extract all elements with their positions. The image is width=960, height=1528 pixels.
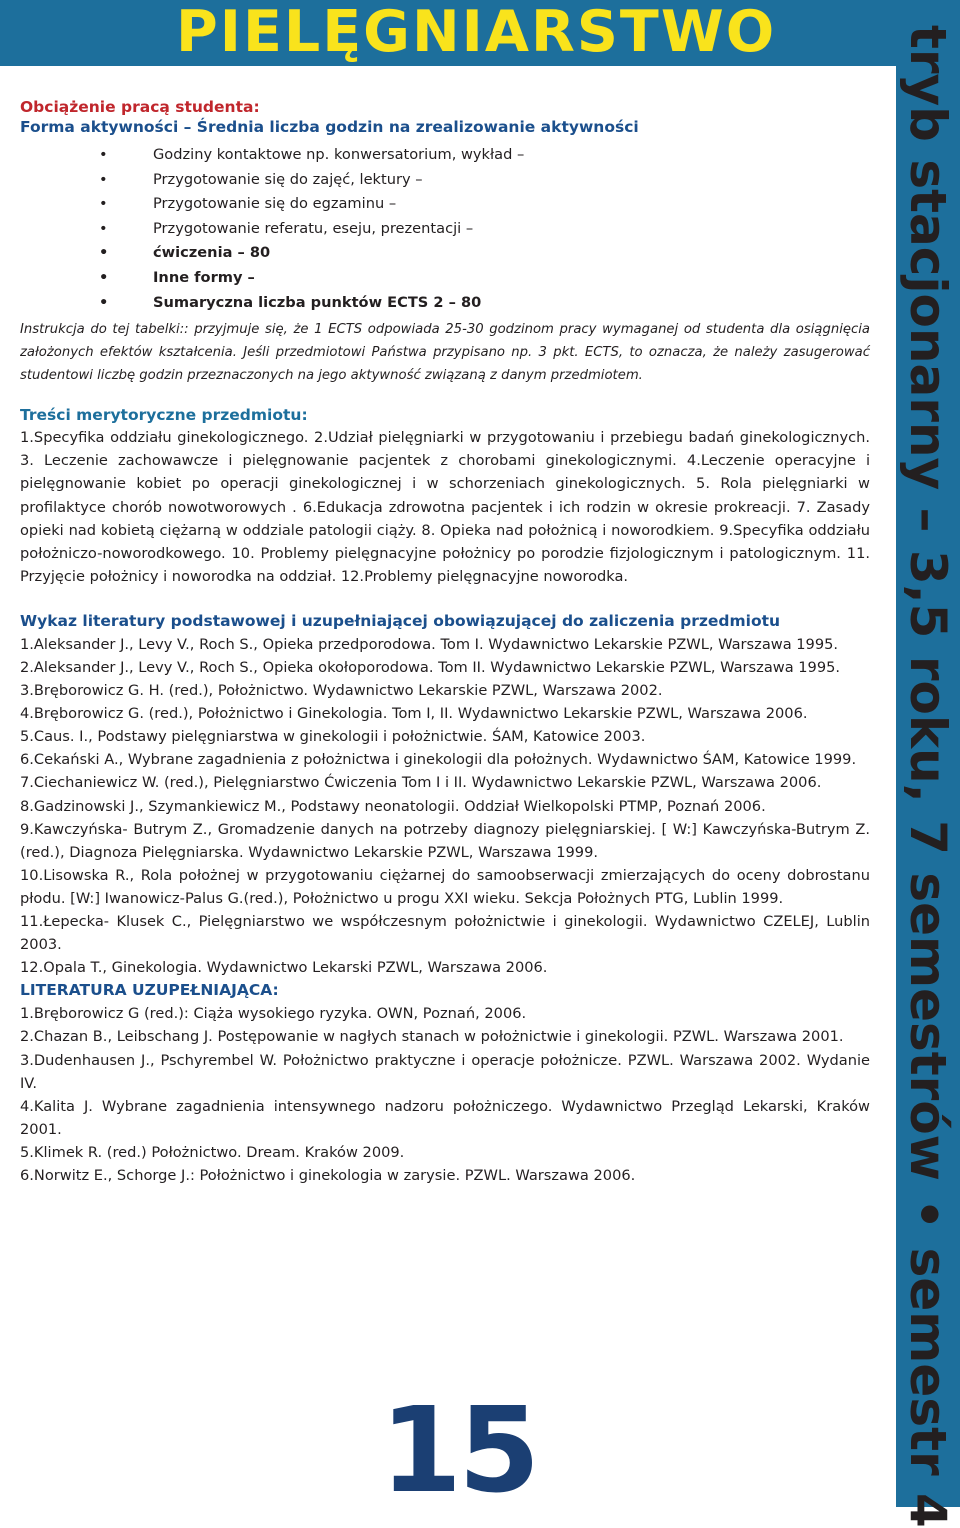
list-item: • ćwiczenia – 80 xyxy=(20,241,870,266)
side-mode-label: tryb stacjonarny – 3,5 roku, 7 semestrów • semestr 4 xyxy=(899,25,957,1528)
list-item: 1.Aleksander J., Levy V., Roch S., Opieka przedporodowa. Tom I. Wydawnictwo Lekarskie PZWL, Warszawa 1995. xyxy=(20,635,839,653)
basic-literature-list xyxy=(20,633,870,979)
list-item: 8.Gadzinowski J., Szymankiewicz M., Podstawy neonatologii. Oddział Wielkopolski PTMP, Poznań 2006. xyxy=(20,797,766,815)
list-item: 10.Lisowska R., Rola położnej w przygotowaniu ciężarnej do samoobserwacji zmierzających do oceny dobrostanu płodu. [W:] Iwanowicz-Palus G.(red.), Położnictwo u progu XXI wieku. Sekcja Położnych PTG, Lublin 1999. xyxy=(20,866,870,907)
list-item: 11.Łepecka- Klusek C., Pielęgniarstwo we współczesnym położnictwie i ginekologii. Wydawnictwo CZELEJ, Lublin 2003. xyxy=(20,913,870,954)
list-item: 9.Kawczyńska- Butrym Z., Gromadzenie danych na potrzeby diagnozy pielęgniarskiej. [ W:] Kawczyńska-Butrym Z.(red.), Diagnoza Pielęgniarska. Wydawnictwo Lekarskie PZWL, Warszawa 1999. xyxy=(20,820,870,861)
list-item: • Przygotowanie się do zajęć, lektury – xyxy=(20,168,870,193)
list-item: 6.Cekański A., Wybrane zagadnienia z położnictwa i ginekologii dla położnych. Wydawnictwo ŚAM, Katowice 1999. xyxy=(20,751,857,769)
instruction-text: Instrukcja do tej tabelki:: przyjmuje się, że 1 ECTS odpowiada 25-30 godzinom pracy wymaganej od studenta dla osiągnięcia założonych efektów kształcenia. Jeśli przedmiotowi Państwa przypisano np. 3 pkt. ECTS, to oznacza, że należy zasugerować studentowi liczbę godzin przeznaczonych na jego aktywność związaną z danym przedmiotem. xyxy=(20,322,870,383)
list-item: 3.Dudenhausen J., Pschyrembel W. Położnictwo praktyczne i operacje położnicze. PZWL. Warszawa 2002. Wydanie IV. xyxy=(20,1051,870,1092)
list-item: 4.Kalita J. Wybrane zagadnienia intensywnego nadzoru położniczego. Wydawnictwo Przegląd Lekarski, Kraków 2001. xyxy=(20,1097,870,1138)
list-item: • Inne formy – xyxy=(20,266,870,291)
workload-list xyxy=(20,143,870,315)
list-item: 1.Bręborowicz G (red.): Ciąża wysokiego ryzyka. OWN, Poznań, 2006. xyxy=(20,1005,527,1023)
supplementary-literature-list xyxy=(20,1002,870,1187)
list-item: • Sumaryczna liczba punktów ECTS 2 – 80 xyxy=(20,291,870,316)
workload-heading: Obciążenie pracą studenta: xyxy=(20,98,260,116)
list-item: 2.Aleksander J., Levy V., Roch S., Opieka okołoporodowa. Tom II. Wydawnictwo Lekarskie PZWL, Warszawa 1995. xyxy=(20,659,841,677)
list-item: 5.Klimek R. (red.) Położnictwo. Dream. Kraków 2009. xyxy=(20,1143,405,1161)
list-item: • Godziny kontaktowe np. konwersatorium, wykład – xyxy=(20,143,870,168)
list-item: 3.Bręborowicz G. H. (red.), Położnictwo. Wydawnictwo Lekarskie PZWL, Warszawa 2002. xyxy=(20,682,663,700)
page-title: PIELĘGNIARSTWO xyxy=(176,0,777,65)
list-item: 4.Bręborowicz G. (red.), Położnictwo i Ginekologia. Tom I, II. Wydawnictwo Lekarskie PZWL, Warszawa 2006. xyxy=(20,705,808,723)
list-item: • Przygotowanie referatu, eseju, prezentacji – xyxy=(20,217,870,242)
page-number: 15 xyxy=(380,1381,537,1519)
list-item: • Przygotowanie się do egzaminu – xyxy=(20,192,870,217)
main-content xyxy=(20,97,870,1187)
supplementary-literature-title: LITERATURA UZUPEŁNIAJĄCA: xyxy=(20,981,279,1000)
content-section-title: Treści merytoryczne przedmiotu: xyxy=(20,406,308,425)
workload-subheading: Forma aktywności – Średnia liczba godzin na zrealizowanie aktywności xyxy=(20,118,639,136)
list-item: 7.Ciechaniewicz W. (red.), Pielęgniarstwo Ćwiczenia Tom I i II. Wydawnictwo Lekarskie PZWL, Warszawa 2006. xyxy=(20,774,822,792)
list-item: 6.Norwitz E., Schorge J.: Położnictwo i ginekologia w zarysie. PZWL. Warszawa 2006. xyxy=(20,1166,636,1184)
list-item: 12.Opala T., Ginekologia. Wydawnictwo Lekarski PZWL, Warszawa 2006. xyxy=(20,959,548,977)
list-item: 2.Chazan B., Leibschang J. Postępowanie w nagłych stanach w położnictwie i ginekologii. PZWL. Warszawa 2001. xyxy=(20,1028,844,1046)
list-item: 5.Caus. I., Podstawy pielęgniarstwa w ginekologii i położnictwie. ŚAM, Katowice 2003. xyxy=(20,728,646,746)
content-section-text: 1.Specyfika oddziału ginekologicznego. 2.Udział pielęgniarki w przygotowaniu i przebiegu badań ginekologicznych. 3. Leczenie zachowawcze i pielęgnowanie pacjentek z chorobami ginekologicznymi. 4.Leczenie operacyjne i pielęgnowanie kobiet po operacji ginekologicznej i w schorzeniach ginekologicznych. 5. Rola pielęgniarki w profilaktyce chorób nowotworowych . 6.Edukacja zdrowotna pacjentek i ich rodzin w okresie prokreacji. 7. Zasady opieki nad kobietą ciężarną w oddziale patologii ciąży. 8. Opieka nad położnicą i noworodkiem. 9.Specyfika oddziału położniczo-noworodkowego. 10. Problemy pielęgnacyjne położnicy po porodzie fizjologicznym i patologicznym. 11. Przyjęcie położnicy i noworodka na oddział. 12.Problemy pielęgnacyjne noworodka. xyxy=(20,429,870,585)
literature-title: Wykaz literatury podstawowej i uzupełniającej obowiązującej do zaliczenia przedmiotu xyxy=(20,611,781,630)
